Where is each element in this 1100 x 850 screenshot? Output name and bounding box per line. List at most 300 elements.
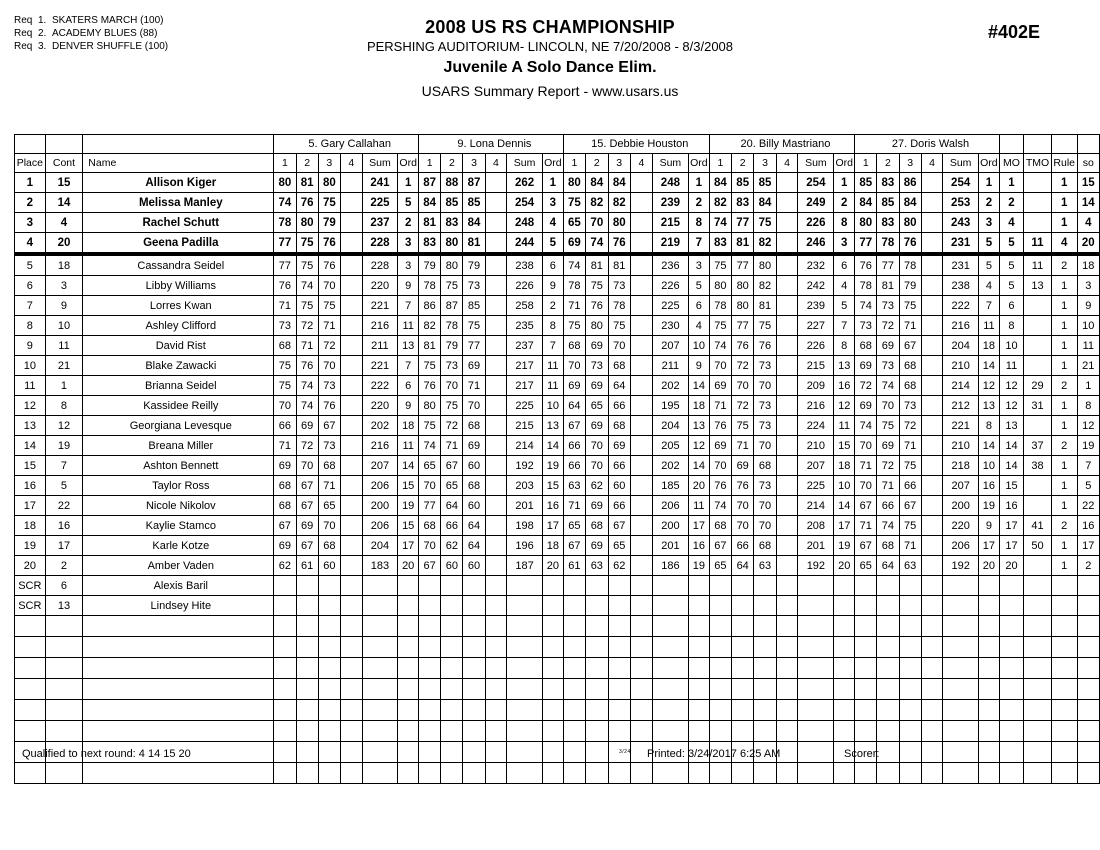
table-row[interactable]: [15, 516, 1100, 536]
cell-rule: 1: [1051, 496, 1077, 516]
cell-j5-s3: [899, 658, 921, 679]
cell-j4-sum: [798, 596, 834, 616]
cell-j4-s2: 80: [732, 296, 754, 316]
table-row[interactable]: [15, 193, 1100, 213]
cell-j4-s4: [776, 536, 798, 556]
cell-j3-sum: 236: [652, 254, 688, 276]
cell-j1-s1: 69: [274, 536, 296, 556]
cell-j1-s3: [318, 763, 340, 784]
cell-j5-ord: 14: [979, 436, 1000, 456]
cell-j1-s4: [340, 658, 362, 679]
cell-j2-s4: [485, 476, 507, 496]
cell-j4-s4: [776, 658, 798, 679]
header-j1-ord: Ord: [398, 154, 419, 173]
cell-j4-s1: [709, 700, 731, 721]
cell-j4-s3: 70: [754, 376, 776, 396]
cell-j5-s4: [921, 536, 943, 556]
cell-j1-s4: [340, 516, 362, 536]
cell-j2-sum: [507, 679, 543, 700]
table-row[interactable]: [15, 316, 1100, 336]
cell-name: [83, 476, 274, 496]
cell-rule: 1: [1051, 213, 1077, 233]
cell-j4-s1: [709, 763, 731, 784]
table-row[interactable]: [15, 336, 1100, 356]
cell-j5-s1: 78: [855, 276, 877, 296]
cell-j5-s3: [899, 721, 921, 742]
cell-j2-s4: [485, 316, 507, 336]
cell-cont: 14: [45, 193, 83, 213]
cell-j1-s2: 74: [296, 376, 318, 396]
cell-j4-s2: 83: [732, 193, 754, 213]
cell-j4-sum: 232: [798, 254, 834, 276]
cell-j1-ord: 3: [398, 254, 419, 276]
cell-j4-sum: [798, 742, 834, 763]
cell-mo: [999, 576, 1023, 596]
cell-j3-s3: [608, 637, 630, 658]
cell-mo: 12: [999, 376, 1023, 396]
cell-j2-sum: 203: [507, 476, 543, 496]
cell-j4-s3: 73: [754, 476, 776, 496]
cell-j2-s3: [463, 700, 485, 721]
cell-j2-ord: [542, 721, 563, 742]
skater-name: Melissa Manley: [138, 196, 223, 209]
cell-mo: [999, 637, 1023, 658]
cell-rule: 1: [1051, 536, 1077, 556]
cell-j2-s4: [485, 456, 507, 476]
cell-j2-s4: [485, 416, 507, 436]
cell-j3-s3: [608, 721, 630, 742]
cell-j5-s4: [921, 356, 943, 376]
cell-mo: [999, 679, 1023, 700]
cell-j3-s4: [630, 296, 652, 316]
report-header: [0, 16, 1100, 101]
cell-j4-s4: [776, 416, 798, 436]
table-row[interactable]: [15, 658, 1100, 679]
cell-j2-s2: 80: [441, 254, 463, 276]
cell-j1-s1: 75: [274, 376, 296, 396]
table-row[interactable]: [15, 536, 1100, 556]
cell-j3-s3: [608, 679, 630, 700]
cell-so: 8: [1077, 396, 1099, 416]
header-j4-1: 1: [709, 154, 731, 173]
cell-j1-s4: [340, 173, 362, 193]
cell-j4-ord: [834, 637, 855, 658]
skater-name: David Rist: [155, 339, 206, 352]
table-row[interactable]: [15, 721, 1100, 742]
cell-j5-s1: 71: [855, 456, 877, 476]
cell-j3-s2: [586, 616, 608, 637]
cell-j2-ord: 6: [542, 254, 563, 276]
table-row[interactable]: [15, 276, 1100, 296]
cell-j3-s3: [608, 616, 630, 637]
cell-j3-s2: 69: [586, 376, 608, 396]
cell-j5-s4: [921, 213, 943, 233]
cell-j2-s3: [463, 616, 485, 637]
cell-j4-sum: 224: [798, 416, 834, 436]
spacer-cell: [83, 135, 274, 154]
cell-j5-sum: 221: [943, 416, 979, 436]
cell-place: 12: [15, 396, 46, 416]
table-row[interactable]: [15, 763, 1100, 784]
cell-j1-s3: [318, 576, 340, 596]
cell-j3-sum: [652, 721, 688, 742]
cell-j3-s4: [630, 637, 652, 658]
cell-j4-sum: [798, 637, 834, 658]
table-row[interactable]: [15, 700, 1100, 721]
cell-j1-sum: [362, 763, 398, 784]
cell-j4-s3: 80: [754, 254, 776, 276]
cell-j2-s2: [441, 616, 463, 637]
cell-rule: [1051, 763, 1077, 784]
cell-j2-s2: 73: [441, 356, 463, 376]
cell-j2-s3: 71: [463, 376, 485, 396]
table-row[interactable]: [15, 476, 1100, 496]
cell-j3-s4: [630, 679, 652, 700]
table-row[interactable]: [15, 254, 1100, 276]
header-j1-4: 4: [340, 154, 362, 173]
cell-j5-s1: 73: [855, 316, 877, 336]
spacer-cell: [1024, 135, 1052, 154]
cell-j4-ord: 17: [834, 516, 855, 536]
cell-j3-s2: 69: [586, 416, 608, 436]
requirement-label: Req: [14, 15, 33, 26]
cell-j2-sum: 192: [507, 456, 543, 476]
cell-j4-s3: 82: [754, 276, 776, 296]
table-row[interactable]: [15, 376, 1100, 396]
cell-j1-s4: [340, 742, 362, 763]
table-row[interactable]: [15, 296, 1100, 316]
table-row[interactable]: [15, 637, 1100, 658]
cell-j3-sum: 239: [652, 193, 688, 213]
skater-name: Amber Vaden: [147, 559, 215, 572]
cell-j3-s3: [608, 658, 630, 679]
cell-j1-s2: 75: [296, 296, 318, 316]
cell-name: [83, 416, 274, 436]
cell-j3-s2: 68: [586, 516, 608, 536]
cell-j1-s1: [274, 679, 296, 700]
cell-j1-ord: [398, 596, 419, 616]
cell-j5-s1: [855, 700, 877, 721]
table-row[interactable]: [15, 576, 1100, 596]
cell-so: [1077, 721, 1099, 742]
cell-j5-ord: 16: [979, 476, 1000, 496]
cell-j2-s4: [485, 436, 507, 456]
cell-j4-s4: [776, 679, 798, 700]
cell-j2-s2: [441, 679, 463, 700]
cell-j4-s1: 70: [709, 356, 731, 376]
cell-j5-s2: 75: [877, 416, 899, 436]
table-row[interactable]: [15, 456, 1100, 476]
cell-j5-s1: [855, 616, 877, 637]
cell-j3-ord: 9: [688, 356, 709, 376]
cell-j3-s1: [563, 616, 585, 637]
cell-j1-ord: [398, 700, 419, 721]
cell-j3-s3: 76: [608, 233, 630, 255]
cell-j3-s3: [608, 763, 630, 784]
table-row[interactable]: [15, 436, 1100, 456]
cell-so: [1077, 763, 1099, 784]
cell-name: [83, 516, 274, 536]
spacer-cell: [1077, 135, 1099, 154]
cell-j5-ord: 9: [979, 516, 1000, 536]
cell-name: [83, 721, 274, 742]
cell-j2-s1: 81: [419, 213, 441, 233]
cell-so: [1077, 637, 1099, 658]
table-row[interactable]: [15, 213, 1100, 233]
skater-name: Ashley Clifford: [145, 319, 217, 332]
cell-name: [83, 193, 274, 213]
cell-tmo: [1024, 556, 1052, 576]
cell-j3-sum: 215: [652, 213, 688, 233]
cell-j1-s3: 68: [318, 536, 340, 556]
table-row[interactable]: [15, 233, 1100, 255]
cell-j3-ord: [688, 763, 709, 784]
cell-j3-s2: 70: [586, 456, 608, 476]
cell-j2-s1: [419, 637, 441, 658]
skater-name: Lorres Kwan: [149, 299, 212, 312]
cell-j5-s2: [877, 616, 899, 637]
cell-j1-sum: 204: [362, 536, 398, 556]
cell-j4-s3: 76: [754, 336, 776, 356]
cell-j2-ord: 19: [542, 456, 563, 476]
requirement-label: Req: [14, 41, 33, 52]
cell-j4-s1: [709, 576, 731, 596]
cell-j4-ord: [834, 679, 855, 700]
cell-cont: [45, 637, 83, 658]
cell-j2-s1: 74: [419, 436, 441, 456]
cell-j3-sum: 201: [652, 536, 688, 556]
cell-j5-ord: 17: [979, 536, 1000, 556]
cell-j3-s2: 81: [586, 254, 608, 276]
cell-j2-ord: 8: [542, 316, 563, 336]
cell-tmo: [1024, 596, 1052, 616]
cell-j1-s2: 67: [296, 476, 318, 496]
cell-mo: [999, 763, 1023, 784]
table-row[interactable]: [15, 396, 1100, 416]
table-row[interactable]: [15, 496, 1100, 516]
cell-j3-s3: 65: [608, 536, 630, 556]
cell-j1-s4: [340, 336, 362, 356]
cell-j2-ord: 13: [542, 416, 563, 436]
cell-j5-s1: 80: [855, 213, 877, 233]
cell-j4-ord: 6: [834, 254, 855, 276]
cell-j5-s4: [921, 742, 943, 763]
tiny-stamp: 3/24: [619, 749, 631, 755]
skater-name: Alexis Baril: [153, 579, 208, 592]
cell-name: [83, 456, 274, 476]
cell-j5-s3: 86: [899, 173, 921, 193]
cell-j1-s2: 80: [296, 213, 318, 233]
cell-j5-s2: 70: [877, 396, 899, 416]
cell-j1-s1: 70: [274, 396, 296, 416]
cell-j3-ord: 12: [688, 436, 709, 456]
cell-j1-ord: 7: [398, 356, 419, 376]
cell-j5-s4: [921, 276, 943, 296]
cell-j2-s2: [441, 596, 463, 616]
cell-tmo: 41: [1024, 516, 1052, 536]
cell-j1-s2: 61: [296, 556, 318, 576]
cell-j3-sum: [652, 576, 688, 596]
cell-j4-s3: 73: [754, 396, 776, 416]
cell-so: 20: [1077, 233, 1099, 255]
cell-j1-s2: 70: [296, 456, 318, 476]
cell-j3-s1: 80: [563, 173, 585, 193]
cell-j4-s2: 77: [732, 213, 754, 233]
cell-j3-s1: [563, 596, 585, 616]
cell-j1-s1: 80: [274, 173, 296, 193]
cell-j4-s4: [776, 336, 798, 356]
header-j5-1: 1: [855, 154, 877, 173]
cell-j3-ord: 5: [688, 276, 709, 296]
cell-j2-ord: 11: [542, 356, 563, 376]
cell-j2-s2: 71: [441, 436, 463, 456]
cell-so: 15: [1077, 173, 1099, 193]
header-name-label: Name: [88, 157, 117, 169]
table-row[interactable]: [15, 356, 1100, 376]
cell-j3-s4: [630, 173, 652, 193]
header-j1-2: 2: [296, 154, 318, 173]
cell-j5-s1: [855, 576, 877, 596]
table-row[interactable]: [15, 173, 1100, 193]
cell-j3-s3: 66: [608, 396, 630, 416]
cell-j1-ord: [398, 616, 419, 637]
cell-j5-s2: [877, 596, 899, 616]
header-mo: MO: [999, 154, 1023, 173]
cell-j1-ord: 5: [398, 193, 419, 213]
cell-j5-s1: [855, 658, 877, 679]
cell-cont: 18: [45, 254, 83, 276]
cell-j4-s2: [732, 763, 754, 784]
cell-j2-s3: 73: [463, 276, 485, 296]
cell-j1-s1: [274, 596, 296, 616]
cell-j5-s4: [921, 637, 943, 658]
cell-j2-s3: [463, 742, 485, 763]
cell-j2-s2: 70: [441, 376, 463, 396]
cell-j5-s3: 73: [899, 396, 921, 416]
cell-place: SCR: [15, 576, 46, 596]
skater-name: Brianna Seidel: [145, 379, 217, 392]
cell-j2-s1: 77: [419, 496, 441, 516]
cell-j5-s4: [921, 456, 943, 476]
cell-j1-s1: [274, 742, 296, 763]
cell-j5-s1: 69: [855, 396, 877, 416]
table-row[interactable]: [15, 556, 1100, 576]
cell-name: [83, 596, 274, 616]
cell-j1-s3: 65: [318, 496, 340, 516]
cell-j5-sum: 216: [943, 316, 979, 336]
cell-j4-ord: 11: [834, 416, 855, 436]
cell-j5-s1: 67: [855, 536, 877, 556]
cell-j2-s1: 78: [419, 276, 441, 296]
cell-j1-s4: [340, 213, 362, 233]
cell-j3-sum: [652, 637, 688, 658]
cell-j4-s2: 70: [732, 376, 754, 396]
cell-j2-s1: [419, 763, 441, 784]
cell-j2-s3: [463, 721, 485, 742]
cell-j2-s1: 75: [419, 416, 441, 436]
cell-rule: 1: [1051, 356, 1077, 376]
header-j4-sum: Sum: [798, 154, 834, 173]
cell-j5-s4: [921, 316, 943, 336]
table-row[interactable]: [15, 679, 1100, 700]
cell-j4-s3: [754, 700, 776, 721]
spacer-cell: [999, 135, 1023, 154]
cell-j4-s1: 76: [709, 416, 731, 436]
cell-j4-sum: [798, 721, 834, 742]
header-so: so: [1077, 154, 1099, 173]
cell-rule: 1: [1051, 173, 1077, 193]
cell-j2-s4: [485, 173, 507, 193]
header-j1-sum: Sum: [362, 154, 398, 173]
cell-j2-s1: 70: [419, 536, 441, 556]
cell-j1-s1: [274, 658, 296, 679]
cell-j4-s1: [709, 637, 731, 658]
cell-j5-sum: [943, 679, 979, 700]
cell-name: [83, 763, 274, 784]
cell-j1-s2: 67: [296, 536, 318, 556]
cell-j3-s4: [630, 233, 652, 255]
cell-j3-s1: 70: [563, 356, 585, 376]
cell-j5-sum: [943, 616, 979, 637]
cell-place: 20: [15, 556, 46, 576]
cell-mo: [999, 721, 1023, 742]
cell-j1-s3: 80: [318, 173, 340, 193]
cell-j2-s1: 81: [419, 336, 441, 356]
cell-j5-sum: [943, 763, 979, 784]
cell-so: 16: [1077, 516, 1099, 536]
cell-j5-s4: [921, 616, 943, 637]
cell-j1-s2: [296, 700, 318, 721]
cell-j1-s4: [340, 476, 362, 496]
cell-j1-ord: [398, 679, 419, 700]
cell-j3-s1: 75: [563, 316, 585, 336]
cell-j3-sum: 204: [652, 416, 688, 436]
cell-j3-s2: 73: [586, 356, 608, 376]
cell-j1-s4: [340, 700, 362, 721]
cell-j1-ord: [398, 576, 419, 596]
table-row[interactable]: [15, 416, 1100, 436]
cell-j2-ord: 3: [542, 193, 563, 213]
cell-j2-sum: 254: [507, 193, 543, 213]
cell-j3-s1: 74: [563, 254, 585, 276]
cell-j2-s4: [485, 516, 507, 536]
cell-j5-s4: [921, 596, 943, 616]
cell-j3-sum: 195: [652, 396, 688, 416]
cell-j1-s1: 74: [274, 193, 296, 213]
cell-j3-s1: [563, 637, 585, 658]
cell-j1-s1: 68: [274, 476, 296, 496]
table-row[interactable]: [15, 616, 1100, 637]
cell-tmo: [1024, 576, 1052, 596]
table-row[interactable]: [15, 596, 1100, 616]
cell-rule: 1: [1051, 296, 1077, 316]
cell-j4-s4: [776, 376, 798, 396]
cell-j3-s3: [608, 596, 630, 616]
judge-header-5: [855, 135, 1000, 154]
column-header-row: [15, 154, 1100, 173]
cell-j2-s2: 78: [441, 316, 463, 336]
cell-mo: 5: [999, 233, 1023, 255]
cell-j4-s1: 78: [709, 296, 731, 316]
cell-name: [83, 496, 274, 516]
header-j2-4: 4: [485, 154, 507, 173]
cell-j4-s1: 75: [709, 316, 731, 336]
cell-j1-s1: 77: [274, 254, 296, 276]
header-j5-2: 2: [877, 154, 899, 173]
cell-j5-s4: [921, 576, 943, 596]
cell-j3-s2: 80: [586, 316, 608, 336]
cell-cont: 7: [45, 456, 83, 476]
